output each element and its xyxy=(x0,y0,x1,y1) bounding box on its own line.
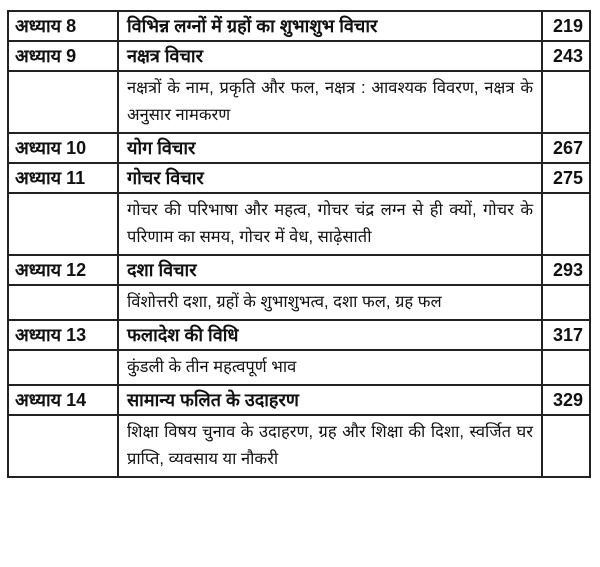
chapter-description: कुंडली के तीन महत्वपूर्ण भाव xyxy=(118,350,542,385)
page-number: 317 xyxy=(542,320,590,350)
chapter-title: सामान्य फलित के उदाहरण xyxy=(118,385,542,415)
chapter-row xyxy=(8,133,590,163)
chapter-description: शिक्षा विषय चुनाव के उदाहरण, ग्रह और शिक्षा की दिशा, स्वर्जित घर प्राप्ति, व्यवसाय या नौकरी xyxy=(118,415,542,477)
chapter-description: गोचर की परिभाषा और महत्व, गोचर चंद्र लग्न से ही क्यों, गोचर के परिणाम का समय, गोचर में वेध, साढ़ेसाती xyxy=(118,193,542,255)
chapter-row xyxy=(8,41,590,71)
chapter-description: नक्षत्रों के नाम, प्रकृति और फल, नक्षत्र : आवश्यक विवरण, नक्षत्र के अनुसार नामकरण xyxy=(118,71,542,133)
chapter-title: फलादेश की विधि xyxy=(118,320,542,350)
chapter-description-row xyxy=(8,285,590,320)
contents-table xyxy=(7,10,591,478)
chapter-row xyxy=(8,385,590,415)
chapter-row xyxy=(8,320,590,350)
empty-cell xyxy=(8,71,118,133)
chapter-row xyxy=(8,163,590,193)
chapter-row xyxy=(8,11,590,41)
page-number: 267 xyxy=(542,133,590,163)
chapter-description-row xyxy=(8,71,590,133)
chapter-label: अध्याय 10 xyxy=(8,133,118,163)
chapter-title: गोचर विचार xyxy=(118,163,542,193)
chapter-label: अध्याय 8 xyxy=(8,11,118,41)
page-number: 219 xyxy=(542,11,590,41)
chapter-label: अध्याय 9 xyxy=(8,41,118,71)
empty-cell xyxy=(542,193,590,255)
empty-cell xyxy=(542,71,590,133)
empty-cell xyxy=(8,350,118,385)
empty-cell xyxy=(8,415,118,477)
empty-cell xyxy=(542,415,590,477)
chapter-description-row xyxy=(8,193,590,255)
chapter-description: विंशोत्तरी दशा, ग्रहों के शुभाशुभत्व, दशा फल, ग्रह फल xyxy=(118,285,542,320)
chapter-label: अध्याय 12 xyxy=(8,255,118,285)
chapter-label: अध्याय 13 xyxy=(8,320,118,350)
page-number: 293 xyxy=(542,255,590,285)
empty-cell xyxy=(8,285,118,320)
chapter-description-row xyxy=(8,415,590,477)
page-number: 329 xyxy=(542,385,590,415)
chapter-label: अध्याय 14 xyxy=(8,385,118,415)
chapter-title: विभिन्न लग्नों में ग्रहों का शुभाशुभ विचार xyxy=(118,11,542,41)
page-number: 243 xyxy=(542,41,590,71)
empty-cell xyxy=(542,285,590,320)
chapter-row xyxy=(8,255,590,285)
chapter-title: नक्षत्र विचार xyxy=(118,41,542,71)
chapter-title: दशा विचार xyxy=(118,255,542,285)
chapter-label: अध्याय 11 xyxy=(8,163,118,193)
empty-cell xyxy=(8,193,118,255)
chapter-description-row xyxy=(8,350,590,385)
page-number: 275 xyxy=(542,163,590,193)
chapter-title: योग विचार xyxy=(118,133,542,163)
empty-cell xyxy=(542,350,590,385)
